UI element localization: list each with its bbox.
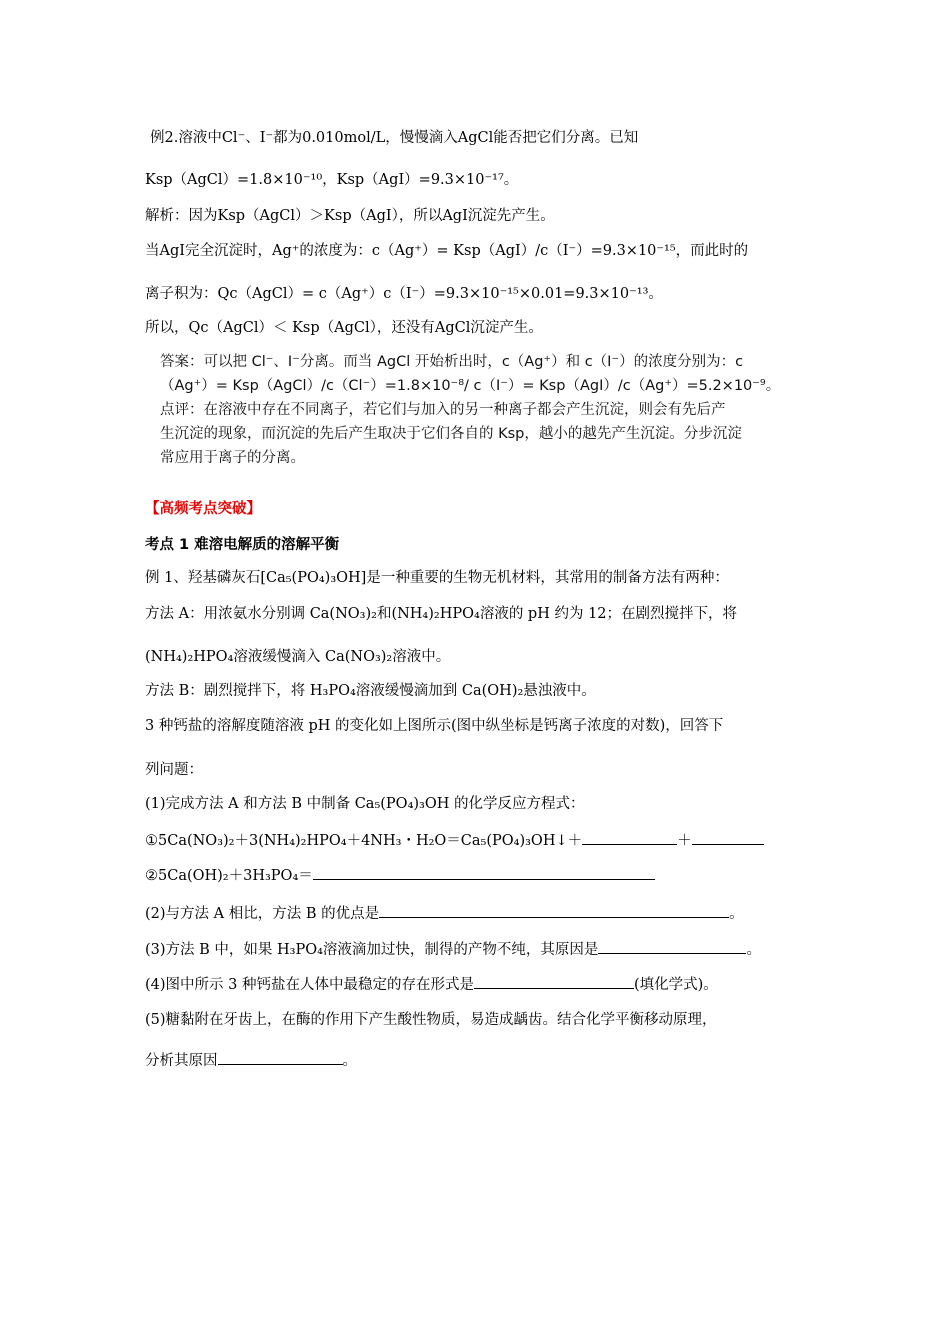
answer-blank[interactable]	[379, 903, 729, 918]
question-5: (5)糖黏附在牙齿上，在酶的作用下产生酸性物质，易造成龋齿。结合化学平衡移动原理，	[145, 1012, 717, 1028]
question-2	[145, 903, 744, 924]
answer-blank[interactable]	[692, 830, 764, 845]
answer-blank[interactable]	[582, 830, 677, 845]
equation-1-text: ①5Ca(NO₃)₂＋3(NH₄)₂HPO₄＋4NH₃・H₂O＝Ca₅(PO₄)₃OH↓＋	[145, 833, 583, 849]
comment-line: 点评：在溶液中存在不同离子，若它们与加入的另一种离子都会产生沉淀，则会有先后产	[160, 402, 726, 418]
example2-conclusion: 所以，Qc（AgCl）＜ Ksp（AgCl），还没有AgCl沉淀产生。	[145, 320, 543, 336]
question-5-text: 分析其原因	[145, 1053, 218, 1069]
comment-line: 常应用于离子的分离。	[160, 450, 305, 466]
description-line: 3 种钙盐的溶解度随溶液 pH 的变化如上图所示(图中纵坐标是钙离子浓度的对数)，回答下	[145, 718, 724, 734]
topic-heading: 考点 1 难溶电解质的溶解平衡	[145, 537, 340, 553]
method-b-line: 方法 B：剧烈搅拌下，将 H₃PO₄溶液缓慢滴加到 Ca(OH)₂悬浊液中。	[145, 683, 596, 699]
example2-ksp-given: Ksp（AgCl）=1.8×10⁻¹⁰，Ksp（AgI）=9.3×10⁻¹⁷。	[145, 172, 519, 188]
equation-2	[145, 865, 655, 886]
example2-ag-concentration: 当AgI完全沉淀时，Ag⁺的浓度为：c（Ag⁺）= Ksp（AgI）/c（I⁻）=9.3×10⁻¹⁵，而此时的	[145, 243, 749, 259]
period: 。	[746, 942, 761, 958]
answer-blank[interactable]	[474, 974, 634, 989]
question-4	[145, 974, 718, 995]
question-3	[145, 939, 761, 960]
question-1: (1)完成方法 A 和方法 B 中制备 Ca₅(PO₄)₃OH 的化学反应方程式：	[145, 796, 585, 812]
description-line: 列问题：	[145, 762, 203, 778]
plus-sign: ＋	[677, 833, 692, 849]
answer-line: （Ag⁺）= Ksp（AgCl）/c（Cl⁻）=1.8×10⁻⁸/ c（I⁻）= Ksp（AgI）/c（Ag⁺）=5.2×10⁻⁹。	[160, 378, 781, 394]
question-3-text: (3)方法 B 中，如果 H₃PO₄溶液滴加过快，制得的产物不纯，其原因是	[145, 942, 599, 958]
answer-line: 答案：可以把 Cl⁻、I⁻分离。而当 AgCl 开始析出时，c（Ag⁺）和 c（I⁻）的浓度分别为：c	[160, 354, 744, 370]
answer-comment-block	[160, 350, 828, 470]
method-a-line: 方法 A：用浓氨水分别调 Ca(NO₃)₂和(NH₄)₂HPO₄溶液的 pH 约为 12；在剧烈搅拌下，将	[145, 606, 738, 622]
fill-formula-note: (填化学式)。	[633, 977, 718, 993]
example2-analysis: 解析：因为Ksp（AgCl）＞Ksp（AgI），所以AgI沉淀先产生。	[145, 208, 555, 224]
equation-1	[145, 830, 764, 851]
answer-blank[interactable]	[313, 865, 655, 880]
answer-blank[interactable]	[598, 939, 746, 954]
example2-ion-product: 离子积为：Qc（AgCl）= c（Ag⁺）c（I⁻）=9.3×10⁻¹⁵×0.01=9.3×10⁻¹³。	[145, 286, 663, 302]
question-4-text: (4)图中所示 3 种钙盐在人体中最稳定的存在形式是	[145, 977, 474, 993]
period: 。	[342, 1053, 357, 1069]
section-heading: 【高频考点突破】	[145, 501, 261, 517]
question-2-text: (2)与方法 A 相比，方法 B 的优点是	[145, 906, 380, 922]
period: 。	[729, 906, 744, 922]
equation-2-text: ②5Ca(OH)₂＋3H₃PO₄＝	[145, 868, 313, 884]
method-a-line: (NH₄)₂HPO₄溶液缓慢滴入 Ca(NO₃)₂溶液中。	[145, 649, 451, 665]
example2-question: 例2.溶液中Cl⁻、I⁻都为0.010mol/L，慢慢滴入AgCl能否把它们分离。已知	[150, 130, 639, 146]
question-5-cont	[145, 1050, 357, 1071]
answer-blank[interactable]	[218, 1050, 343, 1065]
example1-intro: 例 1、羟基磷灰石[Ca₅(PO₄)₃OH]是一种重要的生物无机材料，其常用的制备方法有两种：	[145, 570, 729, 586]
comment-line: 生沉淀的现象，而沉淀的先后产生取决于它们各自的 Ksp，越小的越先产生沉淀。分步沉淀	[160, 426, 742, 442]
